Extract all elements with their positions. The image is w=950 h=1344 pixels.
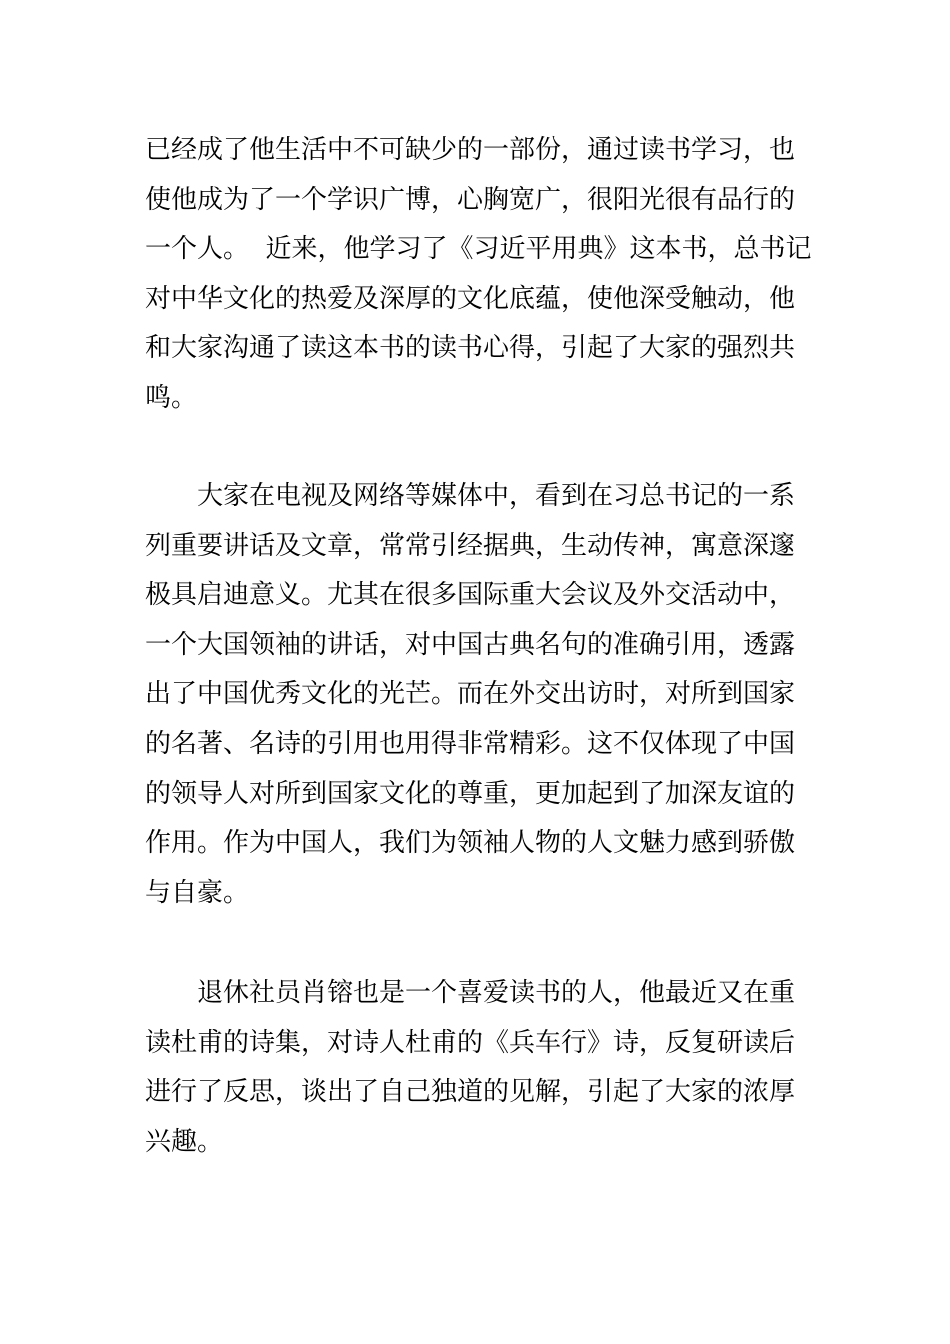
paragraph-line: 鸣。 bbox=[145, 382, 198, 413]
paragraph-2 bbox=[145, 472, 825, 918]
paragraph-line: 退休社员肖镕也是一个喜爱读书的人，他最近又在重 bbox=[197, 978, 796, 1008]
paragraph-line: 读杜甫的诗集，对诗人杜甫的《兵车行》诗，反复研读后 bbox=[145, 1027, 796, 1058]
paragraph-line: 列重要讲话及文章，常常引经据典，生动传神，寓意深邃 bbox=[145, 530, 796, 561]
paragraph-line: 兴趣。 bbox=[145, 1126, 224, 1157]
paragraph-line: 出了中国优秀文化的光芒。而在外交出访时，对所到国家 bbox=[145, 679, 796, 710]
paragraph-line: 使他成为了一个学识广博，心胸宽广，很阳光很有品行的 bbox=[145, 184, 796, 215]
paragraph-line: 极具启迪意义。尤其在很多国际重大会议及外交活动中， bbox=[145, 580, 796, 611]
paragraph-3 bbox=[145, 969, 825, 1167]
paragraph-line: 和大家沟通了读这本书的读书心得，引起了大家的强烈共 bbox=[145, 333, 796, 364]
paragraph-line: 与自豪。 bbox=[145, 877, 250, 908]
paragraph-1 bbox=[145, 126, 825, 424]
paragraph-line: 的领导人对所到国家文化的尊重，更加起到了加深友谊的 bbox=[145, 778, 796, 809]
paragraph-line: 进行了反思，谈出了自己独道的见解，引起了大家的浓厚 bbox=[145, 1077, 796, 1108]
paragraph-line: 一个大国领袖的讲话，对中国古典名句的准确引用，透露 bbox=[145, 629, 796, 660]
paragraph-line: 已经成了他生活中不可缺少的一部份，通过读书学习，也 bbox=[145, 135, 796, 165]
paragraph-line: 对中华文化的热爱及深厚的文化底蕴，使他深受触动，他 bbox=[145, 283, 796, 314]
paragraph-line: 大家在电视及网络等媒体中，看到在习总书记的一系 bbox=[197, 481, 796, 511]
paragraph-line: 一个人。 近来，他学习了《习近平用典》这本书，总书记 bbox=[145, 234, 812, 265]
paragraph-line: 作用。作为中国人，我们为领袖人物的人文魅力感到骄傲 bbox=[145, 828, 796, 859]
paragraph-line: 的名著、名诗的引用也用得非常精彩。这不仅体现了中国 bbox=[145, 728, 796, 759]
